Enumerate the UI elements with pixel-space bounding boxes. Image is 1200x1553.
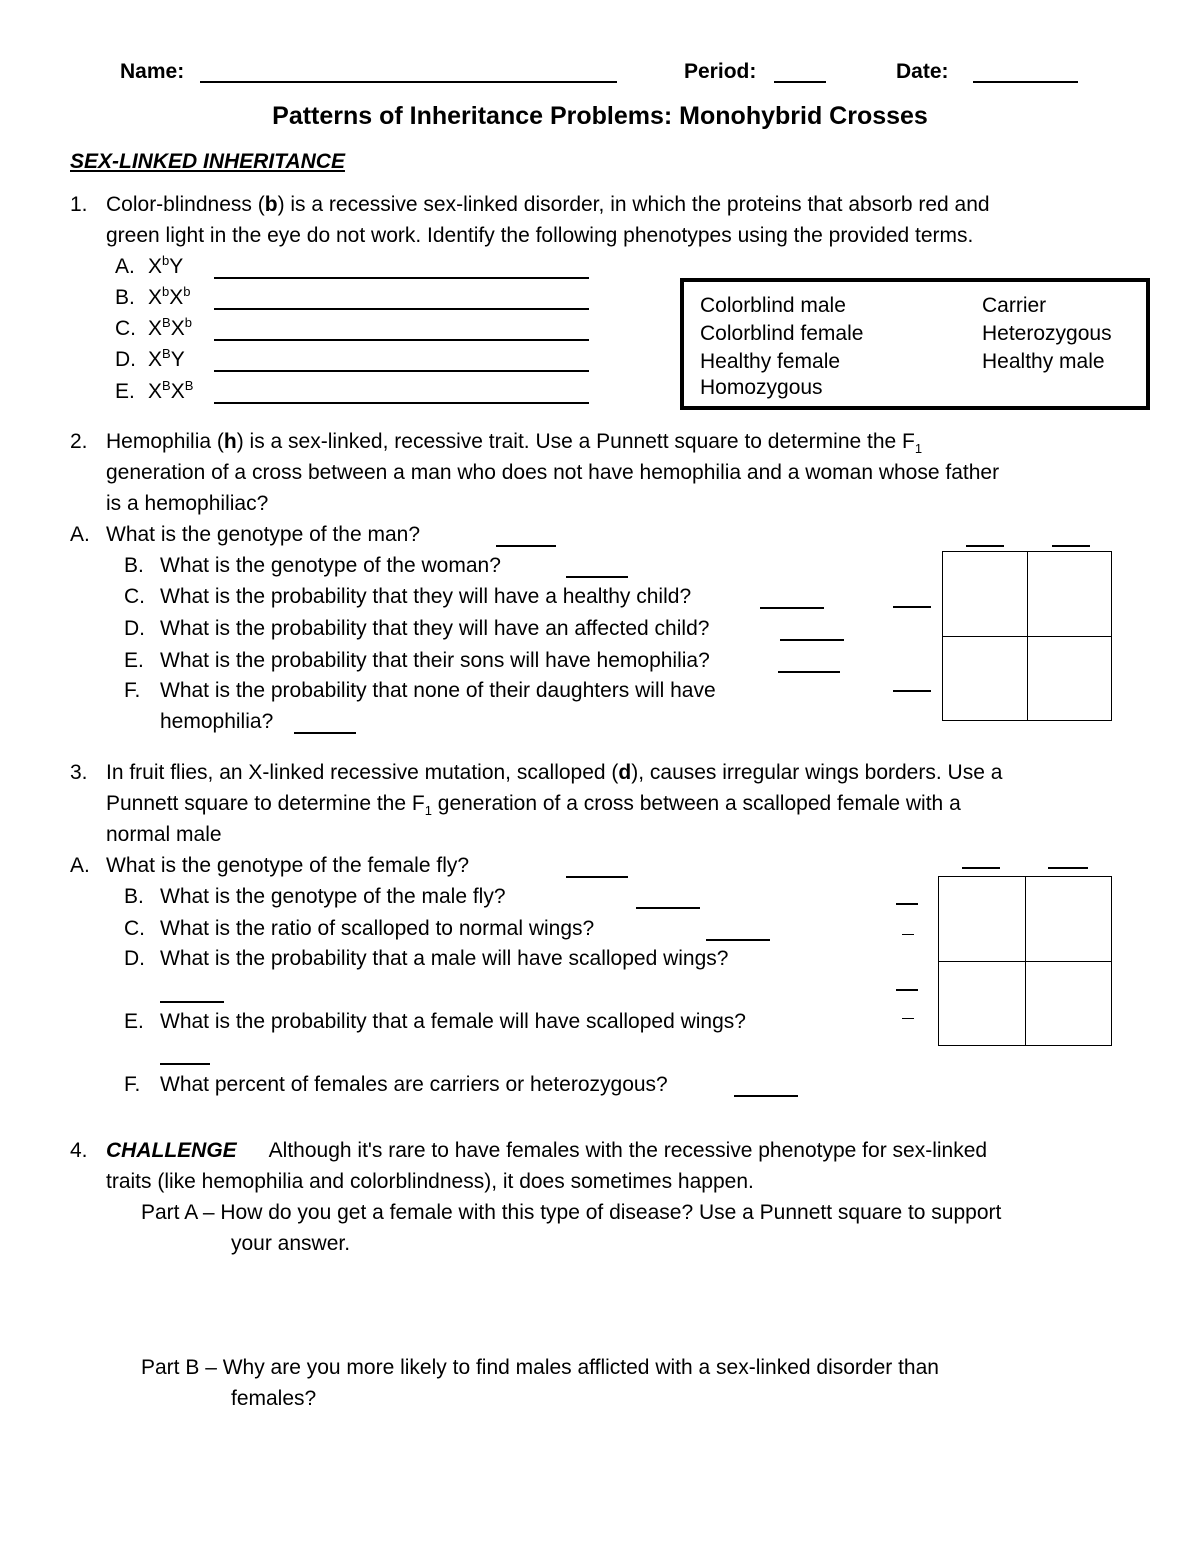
q2-line2: generation of a cross between a man who does not have hemophilia and a woman whose father	[106, 461, 1000, 484]
q3-line3: normal male	[106, 823, 222, 846]
punnett-square-3	[938, 876, 1112, 1046]
q1-item-genotype: $X^BY$	[148, 346, 185, 371]
q3-answer-line[interactable]	[636, 906, 700, 909]
q1-item-letter: D.	[115, 348, 136, 371]
q2-item-question: What is the probability that none of their daughters will have	[160, 679, 716, 702]
q3-item-letter: C.	[124, 917, 145, 940]
q3-answer-line[interactable]	[160, 1062, 210, 1065]
q2-item-question: What is the genotype of the woman?	[160, 554, 501, 577]
q3-answer-line[interactable]	[566, 875, 628, 878]
q1-item-letter: A.	[115, 255, 135, 278]
term: Colorblind female	[700, 322, 864, 345]
date-field[interactable]	[973, 80, 1078, 83]
q2-item-question: What is the probability that they will have an affected child?	[160, 617, 710, 640]
q4-partB-line2: females?	[231, 1387, 317, 1410]
q1-number: 1.	[70, 193, 88, 216]
q3-number: 3.	[70, 761, 88, 784]
q2-answer-line[interactable]	[496, 544, 556, 547]
punnett2-top-blank-2[interactable]	[1052, 545, 1090, 547]
name-label: Name:	[120, 60, 185, 83]
q2-answer-line[interactable]	[760, 606, 824, 609]
q3-item-letter: D.	[124, 947, 145, 970]
q3-answer-line[interactable]	[734, 1094, 798, 1097]
q2-line1: Hemophilia (h) is a sex-linked, recessive trait. Use a Punnett square to determine the $F_1$	[106, 430, 923, 457]
q2-item-question: What is the genotype of the man?	[106, 523, 421, 546]
q1-answer-line[interactable]	[214, 307, 589, 310]
q1-item-genotype: $X^BX^b$	[148, 315, 192, 340]
q4-line2: traits (like hemophilia and colorblindness), it does sometimes happen.	[106, 1170, 754, 1193]
q3-item-letter: F.	[124, 1073, 141, 1096]
q3-answer-line[interactable]	[160, 1000, 224, 1003]
terms-box	[680, 278, 1150, 410]
q1-answer-line[interactable]	[214, 276, 589, 279]
q4-partA-line1: Part A – How do you get a female with this type of disease? Use a Punnett square to support	[141, 1201, 1002, 1224]
q3-item-question: What is the probability that a male will have scalloped wings?	[160, 947, 729, 970]
q2-item-question-cont: hemophilia?	[160, 710, 274, 733]
punnett2-top-blank-1[interactable]	[966, 545, 1004, 547]
q1-item-genotype: $X^bX^b$	[148, 284, 191, 309]
page-title: Patterns of Inheritance Problems: Monohybrid Crosses	[272, 102, 928, 130]
q2-answer-line[interactable]	[566, 575, 628, 578]
q3-item-letter: A.	[70, 854, 90, 877]
q4-number: 4.	[70, 1139, 88, 1162]
q2-answer-line[interactable]	[778, 670, 840, 673]
challenge-label: CHALLENGE	[106, 1139, 237, 1162]
q3-line2: Punnett square to determine the $F_1$ generation of a cross between a scalloped female with a	[106, 792, 961, 819]
period-label: Period:	[684, 60, 757, 83]
punnett3-side-blank-1[interactable]	[896, 903, 918, 905]
q2-item-question: What is the probability that their sons will have hemophilia?	[160, 649, 710, 672]
q1-item-letter: B.	[115, 286, 135, 309]
date-label: Date:	[896, 60, 949, 83]
q2-item-letter: D.	[124, 617, 145, 640]
punnett-square-2	[942, 551, 1112, 721]
q2-item-letter: A.	[70, 523, 90, 546]
punnett3-side-dash-2	[902, 1018, 914, 1019]
q1-answer-line[interactable]	[214, 369, 589, 372]
q1-item-genotype: $X^BX^B$	[148, 378, 194, 403]
q1-answer-line[interactable]	[214, 338, 589, 341]
term: Carrier	[982, 294, 1047, 317]
q3-item-question: What is the ratio of scalloped to normal wings?	[160, 917, 595, 940]
q2-item-letter: C.	[124, 585, 145, 608]
punnett3-top-blank-2[interactable]	[1048, 867, 1088, 869]
q2-item-letter: F.	[124, 679, 141, 702]
q2-item-letter: E.	[124, 649, 144, 672]
q1-item-genotype: $X^bY$	[148, 253, 184, 278]
q3-item-letter: E.	[124, 1010, 144, 1033]
term: Heterozygous	[982, 322, 1112, 345]
term: Healthy male	[982, 350, 1105, 373]
punnett3-side-dash-1	[902, 934, 914, 935]
name-field[interactable]	[200, 80, 617, 83]
punnett2-side-blank-1[interactable]	[893, 606, 931, 608]
q2-line3: is a hemophiliac?	[106, 492, 269, 515]
q3-line1: In fruit flies, an X-linked recessive mutation, scalloped (d), causes irregular wings borders. Use a	[106, 761, 1003, 784]
q3-item-question: What percent of females are carriers or heterozygous?	[160, 1073, 668, 1096]
q3-item-question: What is the genotype of the female fly?	[106, 854, 470, 877]
term: Colorblind male	[700, 294, 846, 317]
q1-item-letter: C.	[115, 317, 136, 340]
q1-item-letter: E.	[115, 380, 135, 403]
q2-number: 2.	[70, 430, 88, 453]
q3-answer-line[interactable]	[706, 938, 770, 941]
punnett3-top-blank-1[interactable]	[962, 867, 1000, 869]
q1-line1: Color-blindness (b) is a recessive sex-linked disorder, in which the proteins that absorb red and	[106, 193, 990, 216]
q3-item-question: What is the genotype of the male fly?	[160, 885, 506, 908]
q2-item-letter: B.	[124, 554, 144, 577]
q4-partA-line2: your answer.	[231, 1232, 351, 1255]
period-field[interactable]	[774, 80, 826, 83]
q1-answer-line[interactable]	[214, 401, 589, 404]
q4-line1: CHALLENGE Although it's rare to have females with the recessive phenotype for sex-linked	[106, 1139, 988, 1162]
q4-partB-line1: Part B – Why are you more likely to find males afflicted with a sex-linked disorder than	[141, 1356, 939, 1379]
q3-item-question: What is the probability that a female will have scalloped wings?	[160, 1010, 746, 1033]
term: Homozygous	[700, 376, 823, 399]
q3-item-letter: B.	[124, 885, 144, 908]
q2-item-question: What is the probability that they will have a healthy child?	[160, 585, 692, 608]
punnett2-side-blank-2[interactable]	[893, 690, 931, 692]
punnett3-side-blank-2[interactable]	[896, 989, 918, 991]
q1-line2: green light in the eye do not work. Identify the following phenotypes using the provided terms.	[106, 224, 974, 247]
q2-answer-line[interactable]	[294, 731, 356, 734]
section-title: SEX-LINKED INHERITANCE	[70, 150, 345, 173]
q2-answer-line[interactable]	[780, 638, 844, 641]
term: Healthy female	[700, 350, 841, 373]
